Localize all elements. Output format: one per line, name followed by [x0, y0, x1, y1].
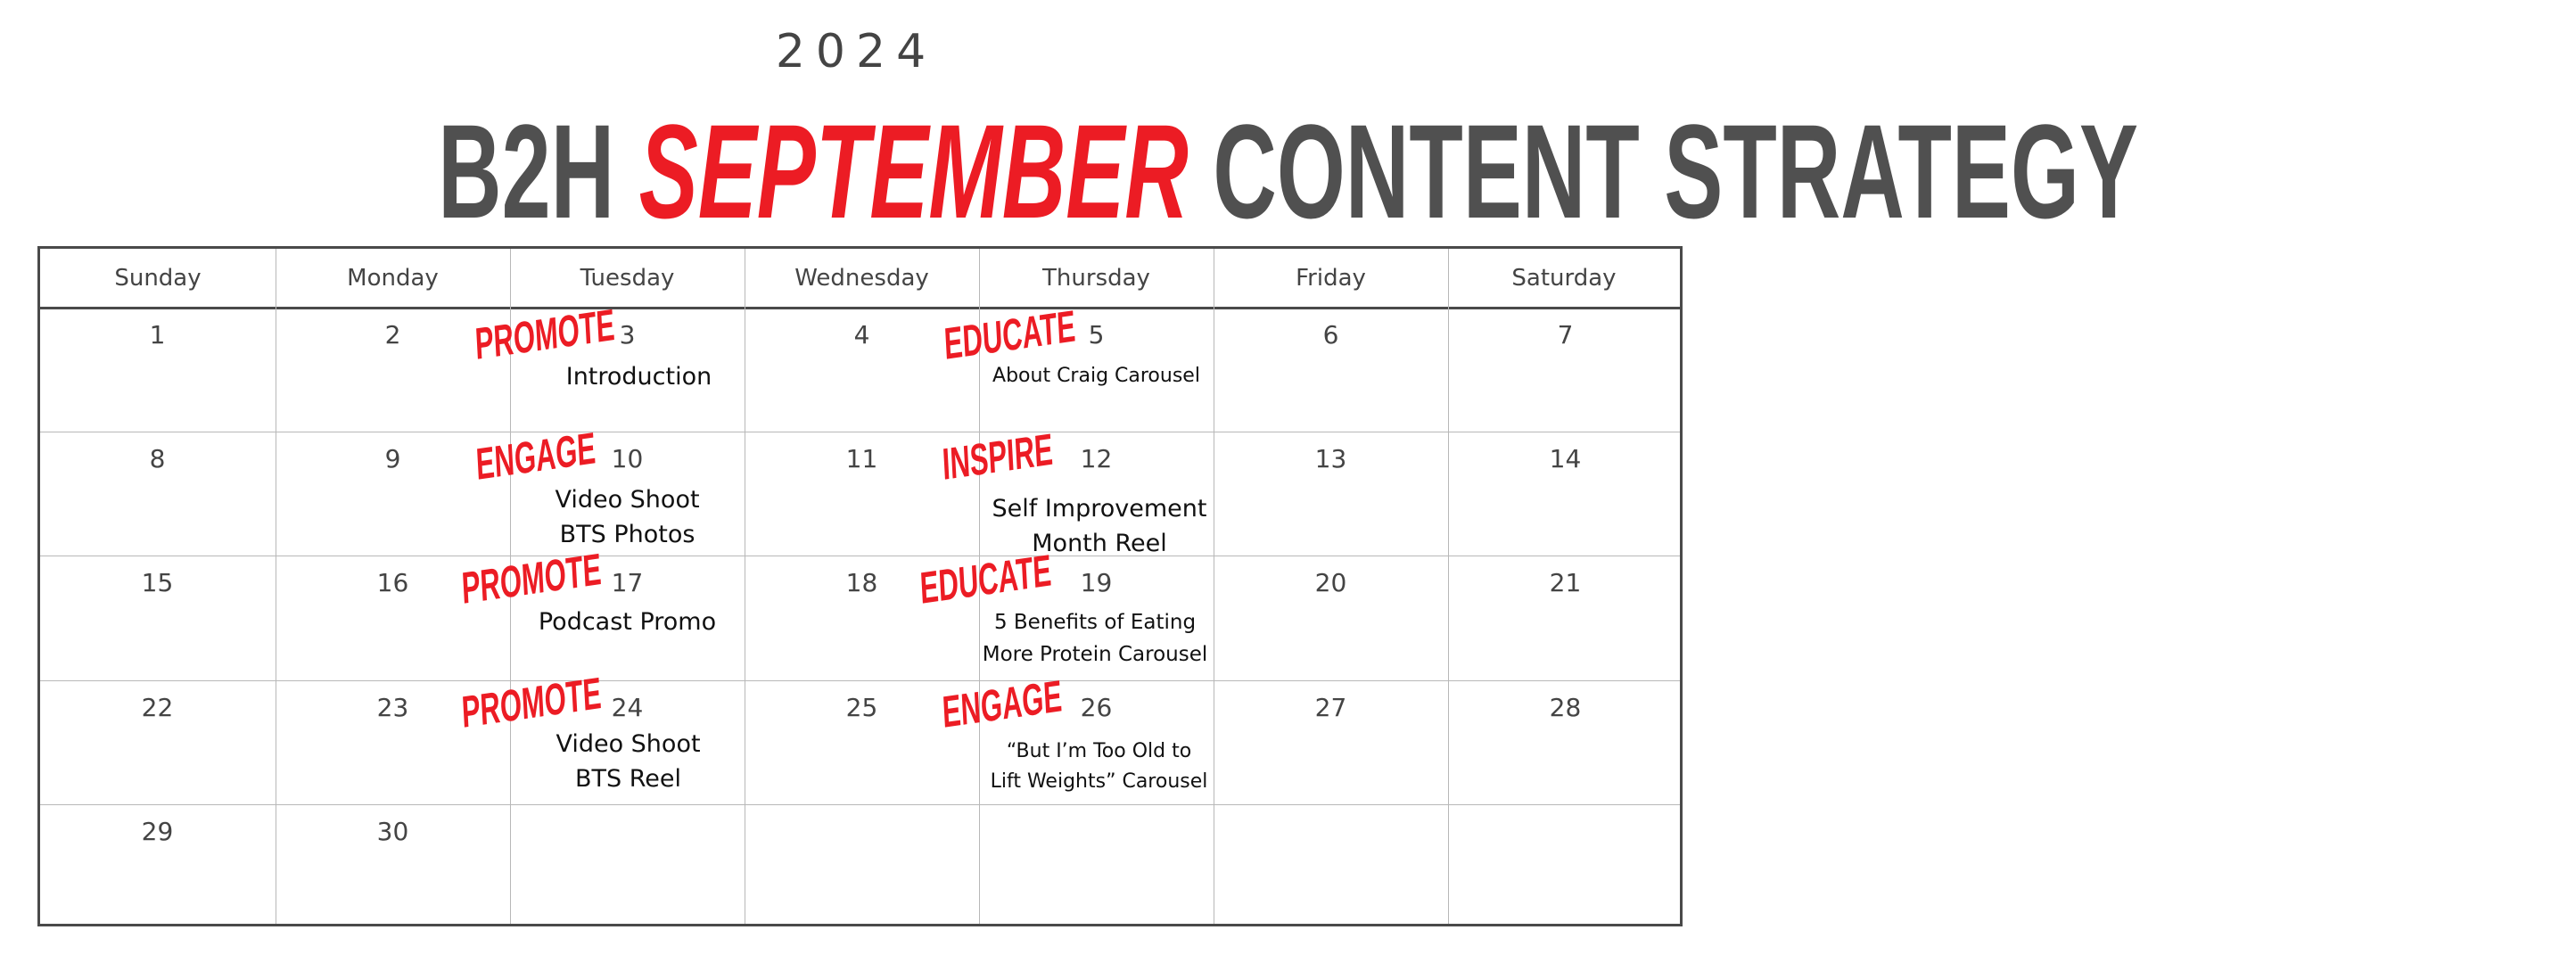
day-number: 12 — [1080, 444, 1113, 473]
day-number: 23 — [376, 693, 409, 722]
title-prefix: B2H — [438, 96, 615, 246]
week-divider — [40, 804, 1680, 805]
day-number: 22 — [141, 693, 174, 722]
weekday-wednesday: Wednesday — [794, 265, 929, 292]
title-month: SEPTEMBER — [638, 96, 1189, 246]
day-number: 3 — [619, 320, 636, 350]
day-number: 13 — [1314, 444, 1347, 473]
day-number: 1 — [149, 320, 166, 350]
day-number: 29 — [141, 817, 174, 846]
calendar-grid — [37, 246, 1683, 926]
weekday-thursday: Thursday — [1042, 265, 1150, 292]
weekday-friday: Friday — [1296, 265, 1366, 292]
stamp-engage: ENGAGE — [941, 671, 1064, 737]
event-sep10 — [510, 482, 745, 552]
day-number: 20 — [1314, 568, 1347, 597]
day-number: 26 — [1080, 693, 1113, 722]
stamp-educate: EDUCATE — [942, 300, 1077, 369]
day-number: 28 — [1549, 693, 1582, 722]
year-label: 2024 — [775, 25, 937, 78]
event-line: BTS Photos — [559, 521, 695, 548]
day-number: 24 — [611, 693, 644, 722]
day-number: 19 — [1080, 568, 1113, 597]
event-line: Self Improvement — [992, 495, 1207, 523]
weekday-saturday: Saturday — [1511, 265, 1617, 292]
day-number: 8 — [149, 444, 166, 473]
event-line: Video Shoot — [555, 486, 700, 514]
event-line: Introduction — [565, 363, 712, 391]
day-number: 4 — [853, 320, 870, 350]
event-line: About Craig Carousel — [992, 365, 1200, 387]
day-number: 6 — [1322, 320, 1339, 350]
day-number: 11 — [845, 444, 878, 473]
day-number: 2 — [384, 320, 401, 350]
day-number: 7 — [1557, 320, 1574, 350]
event-line: More Protein Carousel — [982, 643, 1208, 666]
day-number: 30 — [376, 817, 409, 846]
day-number: 27 — [1314, 693, 1347, 722]
stamp-promote: PROMOTE — [460, 668, 603, 737]
day-number: 18 — [845, 568, 878, 597]
event-line: BTS Reel — [574, 765, 681, 793]
page-title — [0, 96, 2138, 246]
day-number: 10 — [611, 444, 644, 473]
day-number: 15 — [141, 568, 174, 597]
event-line: Podcast Promo — [538, 608, 717, 636]
event-sep17 — [510, 605, 745, 639]
stamp-educate: EDUCATE — [918, 545, 1053, 613]
day-number: 16 — [376, 568, 409, 597]
weekday-tuesday: Tuesday — [580, 265, 675, 292]
title-suffix: CONTENT STRATEGY — [1213, 96, 2138, 246]
stamp-promote: PROMOTE — [473, 300, 616, 369]
day-number: 17 — [611, 568, 644, 597]
event-line: “But I’m Too Old to — [1006, 740, 1192, 762]
event-sep24 — [510, 727, 746, 796]
event-line: Video Shoot — [556, 730, 701, 758]
week-divider — [40, 680, 1680, 681]
event-line: Month Reel — [1032, 530, 1167, 557]
day-number: 9 — [384, 444, 401, 473]
event-line: 5 Benefits of Eating — [993, 611, 1197, 634]
event-sep5 — [979, 361, 1214, 391]
stamp-promote: PROMOTE — [460, 544, 603, 613]
day-number: 25 — [845, 693, 878, 722]
event-sep26 — [976, 737, 1222, 797]
stamp-engage: ENGAGE — [474, 423, 597, 490]
day-number: 5 — [1088, 320, 1105, 350]
stamp-inspire: INSPIRE — [941, 424, 1055, 490]
day-number: 21 — [1549, 568, 1582, 597]
event-sep3 — [522, 361, 756, 393]
event-line: Lift Weights” Carousel — [990, 770, 1208, 793]
event-sep19 — [970, 606, 1220, 671]
weekday-monday: Monday — [347, 265, 439, 292]
weekday-sunday: Sunday — [114, 265, 202, 292]
day-number: 14 — [1549, 444, 1582, 473]
header-divider — [40, 307, 1680, 309]
